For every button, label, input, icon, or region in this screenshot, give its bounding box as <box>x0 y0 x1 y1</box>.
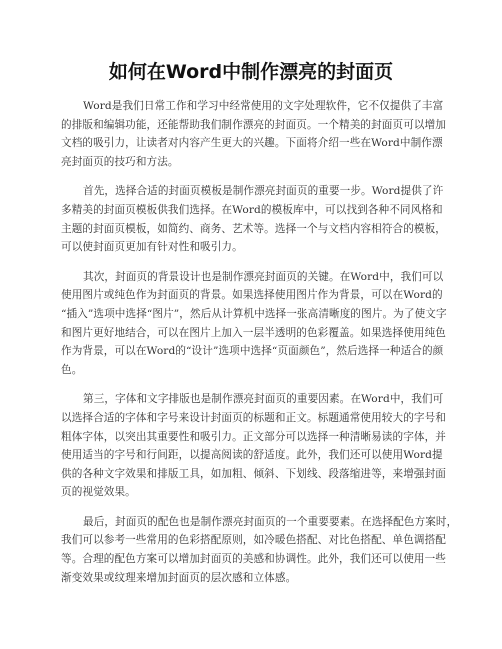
text-line: Word是我们日常工作和学习中经常使用的文字处理软件，它不仅提供了丰富 <box>83 100 444 112</box>
text-line: 最后，封面页的配色也是制作漂亮封面页的一个重要要素。在选择配色方案时， <box>83 515 458 528</box>
text-line: 渐变效果或纹理来增加封面页的层次感和立体感。 <box>61 571 297 584</box>
text-line: 我们可以参考一些常用的色彩搭配原则，如冷暖色搭配、对比色搭配、单色调搭配 <box>61 534 446 547</box>
text-line: 粗体字体，以突出其重要性和吸引力。正文部分可以选择一种清晰易读的字体，并 <box>61 430 446 443</box>
paragraph-background <box>61 268 447 380</box>
paragraph-intro <box>61 97 446 171</box>
text-line: 以选择合适的字体和字号来设计封面页的标题和正文。标题通常使用较大的字号和 <box>61 411 446 424</box>
paragraph-typography <box>61 390 446 502</box>
text-line: 使用图片或纯色作为封面页的背景。如果选择使用图片作为背景，可以在Word的 <box>61 289 443 302</box>
text-line: 其次，封面页的背景设计也是制作漂亮封面页的关键。在Word中，我们可以 <box>83 270 444 283</box>
text-line: “插入”选项中选择“图片”，然后从计算机中选择一张高清晰度的图片。为了使文字 <box>61 307 447 320</box>
text-line: 亮封面页的技巧和方法。 <box>61 155 179 168</box>
text-line: 使用适当的字号和行间距，以提高阅读的舒适度。此外，我们还可以使用Word提 <box>61 449 443 462</box>
text-line: 主题的封面页模板，如简约、商务、艺术等。选择一个与文档内容相符合的模板， <box>61 222 446 235</box>
paragraph-template <box>61 182 446 256</box>
text-line: 作为背景，可以在Word的“设计”选项中选择“页面颜色”，然后选择一种适合的颜 <box>61 345 444 358</box>
text-line: 页的视觉效果。 <box>61 486 136 499</box>
text-line: 色。 <box>61 363 83 376</box>
text-line: 和图片更好地结合，可以在图片上加入一层半透明的色彩覆盖。如果选择使用纯色 <box>61 326 446 339</box>
paragraph-color <box>61 513 458 587</box>
text-line: 文档的吸引力，让读者对内容产生更大的兴趣。下面将介绍一些在Word中制作漂 <box>61 137 443 150</box>
text-line: 的排版和编辑功能，还能帮助我们制作漂亮的封面页。一个精美的封面页可以增加 <box>61 118 446 131</box>
text-line: 多精美的封面页模板供我们选择。在Word的模板库中，可以找到各种不同风格和 <box>61 203 443 216</box>
text-line: 首先，选择合适的封面页模板是制作漂亮封面页的重要一步。Word提供了许 <box>83 185 444 198</box>
text-line: 供的各种文字效果和排版工具，如加粗、倾斜、下划线、段落缩进等，来增强封面 <box>61 467 446 480</box>
text-line: 第三，字体和文字排版也是制作漂亮封面页的重要因素。在Word中，我们可 <box>83 393 444 406</box>
document-body <box>61 97 458 598</box>
document-title: 如何在Word中制作漂亮的封面页 <box>108 61 394 83</box>
text-line: 等。合理的配色方案可以增加封面页的美感和协调性。此外，我们还可以使用一些 <box>61 553 446 566</box>
text-line: 可以使封面页更加有针对性和吸引力。 <box>61 241 243 254</box>
